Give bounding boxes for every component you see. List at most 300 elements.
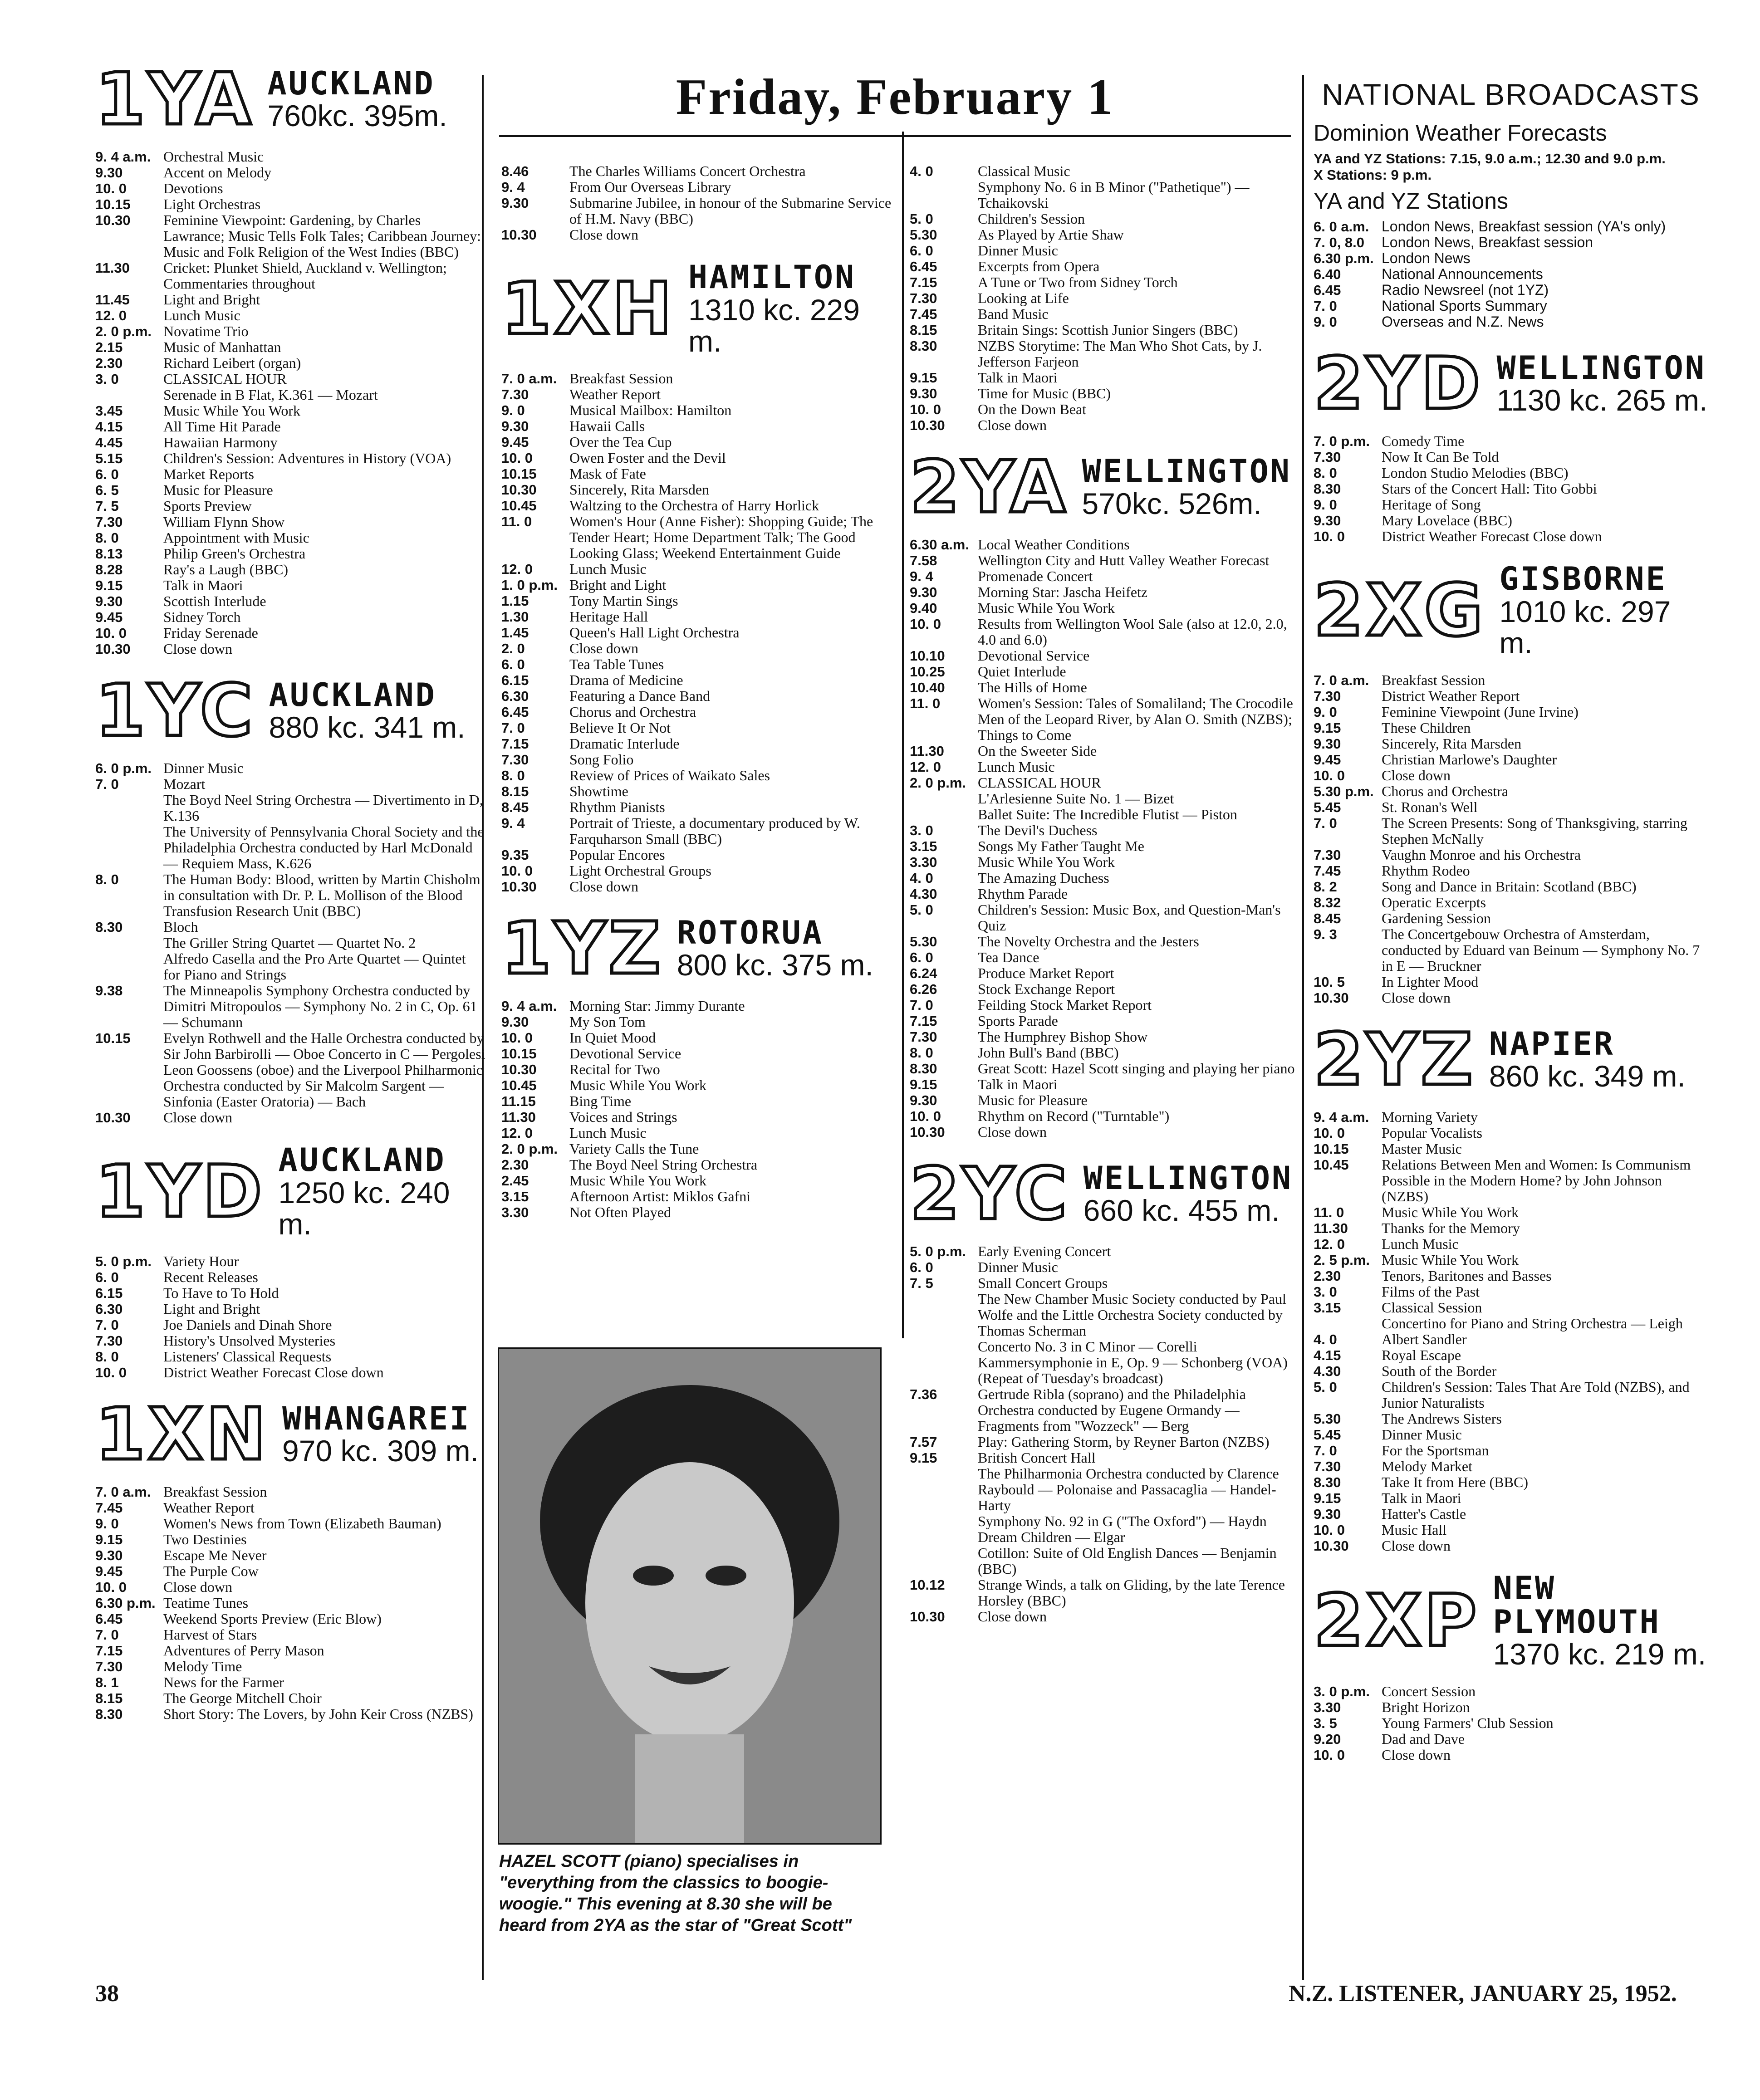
station-call-sign: 1YC [95,669,255,753]
programme-time: 9.40 [910,600,937,616]
programme-time: 9.30 [1314,1506,1341,1522]
programme-title: These Children [1382,720,1471,736]
programme-title: Talk in Maori [978,369,1058,386]
programme-title: Novatime Trio [163,323,249,339]
programme-time: 7. 0 a.m. [95,1484,151,1500]
programme-time [910,1466,978,1513]
programme-item [910,822,1298,838]
programme-list-1yz [501,998,896,1220]
programme-time: 10.12 [910,1577,945,1593]
programme-item [1314,219,1708,235]
programme-item [910,965,1298,981]
programme-time: 7.30 [1314,1459,1341,1475]
programme-time: 10.30 [95,641,131,657]
programme-item [910,1545,1298,1577]
station-header-2ya [910,445,1298,529]
programme-time: 8.45 [1314,910,1341,927]
programme-time: 8.13 [95,546,123,562]
programme-time: 1.30 [501,609,529,625]
programme-title: Portrait of Trieste, a documentary produced by W. Farquharson Small (BBC) [569,815,860,847]
programme-title: Philip Green's Orchestra [163,545,306,562]
programme-title: Featuring a Dance Band [569,688,711,705]
programme-item [95,339,485,355]
programme-item [95,1611,485,1627]
programme-title: CLASSICAL HOUR [978,774,1101,791]
programme-time: 10.30 [95,212,131,228]
programme-item [1314,1684,1708,1699]
page-number: 38 [95,1981,119,2007]
programme-item [501,1077,896,1093]
programme-item [910,1450,1298,1466]
programme-title: Overseas and N.Z. News [1382,313,1544,330]
programme-time: 6. 0 [910,1259,933,1275]
programme-title: London News, Breakfast session (YA's only) [1382,218,1666,235]
programme-time [1314,1316,1382,1331]
programme-time: 10. 0 [1314,1522,1345,1538]
programme-time: 9. 0 [1314,314,1337,330]
programme-time: 6.45 [95,1611,123,1627]
programme-item [95,1547,485,1563]
programme-title: Lunch Music [1382,1236,1459,1253]
programme-time: 9.30 [910,584,937,600]
programme-time: 7. 0 [95,776,119,792]
programme-title: St. Ronan's Well [1382,799,1478,816]
programme-time: 12. 0 [910,759,941,775]
programme-time: 4.45 [95,435,123,450]
programme-time: 8.30 [95,919,123,935]
programme-title: Believe It Or Not [569,720,671,736]
programme-item [1314,481,1708,497]
programme-title: Music While You Work [569,1172,707,1189]
programme-time: 9.30 [1314,736,1341,752]
programme-time: 11.30 [95,260,130,276]
programme-time: 10. 0 [501,1030,533,1046]
programme-title: Children's Session: Tales That Are Told (NZBS), and Junior Naturalists [1382,1379,1690,1411]
programme-title: Looking at Life [978,290,1069,306]
programme-title: Great Scott: Hazel Scott singing and playing her piano [978,1060,1295,1077]
programme-item [910,584,1298,600]
programme-item [501,783,896,799]
programme-title: Showtime [569,783,628,800]
programme-item [501,418,896,434]
programme-time: 10.30 [501,1062,537,1078]
programme-time: 2.30 [1314,1268,1341,1284]
programme-time [95,1062,163,1110]
programme-list-2ya [910,537,1298,1140]
programme-title: Bloch [163,919,198,935]
programme-item [501,879,896,895]
programme-time: 5. 0 [910,211,933,227]
programme-time: 9.30 [95,165,123,181]
photo-caption: HAZEL SCOTT (piano) specialises in "everything from the classics to boogie-woogie." This evening at 8.30 she will be heard from 2YA as the star of "Great Scott" [499,1852,852,1935]
programme-time: 2. 0 [501,641,525,657]
programme-item [910,1124,1298,1140]
programme-title: Music While You Work [1382,1204,1519,1221]
programme-item [95,983,485,1030]
programme-title: Lunch Music [569,1125,647,1141]
programme-time: 11.15 [501,1093,536,1110]
programme-title: Albert Sandler [1382,1331,1467,1348]
programme-time: 7.30 [1314,449,1341,465]
programme-time: 9. 0 [501,402,525,419]
programme-time: 6. 0 [910,950,933,965]
programme-title: Rhythm Rodeo [1382,862,1470,879]
programme-time: 9.30 [501,195,529,211]
programme-time: 6.24 [910,965,937,981]
programme-item [95,1253,485,1269]
programme-time [910,1291,978,1339]
programme-title: Close down [1382,1747,1451,1763]
programme-time: 7.15 [910,1013,937,1029]
programme-item [95,530,485,546]
programme-time: 6.30 a.m. [910,537,969,553]
programme-time: 10.15 [501,466,537,482]
programme-item [1314,847,1708,863]
programme-title: Serenade in B Flat, K.361 — Mozart [163,387,378,403]
programme-item [1314,1459,1708,1474]
programme-item [501,561,896,577]
programme-title: Dinner Music [1382,1426,1462,1443]
programme-title: Dad and Dave [1382,1731,1465,1748]
programme-item [1314,1204,1708,1220]
programme-item [95,1317,485,1333]
programme-item [1314,672,1708,688]
programme-title: Joe Daniels and Dinah Shore [163,1317,332,1333]
station-header-1yc [95,669,485,753]
programme-item [910,553,1298,568]
programme-time [910,1545,978,1577]
programme-item [501,752,896,768]
programme-time: 2. 0 p.m. [95,323,152,339]
programme-time: 10.45 [501,498,537,514]
programme-time: 2. 0 p.m. [910,775,966,791]
programme-title: Over the Tea Cup [569,434,672,450]
programme-time: 10.10 [910,648,945,664]
programme-time: 10. 0 [1314,529,1345,544]
programme-item [910,1013,1298,1029]
programme-title: Results from Wellington Wool Sale (also at 12.0, 2.0, 4.0 and 6.0) [978,616,1287,648]
programme-title: Cricket: Plunket Shield, Auckland v. Wellington; Commentaries throughout [163,259,447,292]
programme-time: 11. 0 [501,514,532,530]
programme-item [501,1141,896,1157]
programme-item [95,1285,485,1301]
programme-time: 7.15 [910,274,937,290]
programme-title: London News [1382,250,1471,266]
programme-time: 6. 0 p.m. [95,760,152,776]
programme-time: 7.30 [1314,847,1341,863]
programme-item [95,1674,485,1690]
station-city: NAPIER [1489,1025,1615,1062]
programme-time: 10. 0 [95,1365,127,1381]
programme-item [910,870,1298,886]
programme-item [501,227,896,243]
programme-item [95,260,485,292]
programme-item [95,951,485,983]
programme-item [501,641,896,656]
station-frequency: 1010 kc. 297 m. [1499,594,1671,660]
programme-title: Vaughn Monroe and his Orchestra [1382,847,1581,863]
programme-time: 7. 0 [1314,298,1337,314]
programme-list-1xn [95,1484,485,1722]
programme-item [910,306,1298,322]
station-city: HAMILTON [688,259,856,296]
station-header-1ya [95,58,485,141]
programme-title: Close down [978,417,1047,433]
programme-title: Song and Dance in Britain: Scotland (BBC) [1382,878,1637,895]
programme-time: 7. 5 [910,1275,933,1291]
programme-title: Concertino for Piano and String Orchestra — Leigh [1382,1315,1683,1332]
programme-time: 12. 0 [501,561,533,578]
programme-time [910,1339,978,1355]
programme-time: 7.30 [501,752,529,768]
station-call-sign: 1YD [95,1150,265,1234]
programme-item [1314,1284,1708,1300]
portrait-photo [498,1347,882,1845]
programme-item [1314,282,1708,298]
programme-title: From Our Overseas Library [569,179,731,195]
programme-time: 7.45 [95,1500,123,1516]
station-frequency: 1370 kc. 219 m. [1493,1637,1706,1671]
programme-item [501,609,896,625]
programme-title: The Amazing Duchess [978,870,1109,886]
programme-time: 7.57 [910,1434,937,1450]
programme-item [1314,974,1708,990]
programme-title: The Hills of Home [978,679,1087,695]
programme-item [95,181,485,196]
programme-title: The Devil's Duchess [978,822,1098,838]
programme-time: 11. 0 [910,695,941,711]
programme-title: Music of Manhattan [163,339,281,355]
programme-item [95,387,485,403]
programme-title: National Sports Summary [1382,298,1547,314]
programme-item [95,419,485,435]
programme-time: 10. 0 [95,181,127,196]
column-1 [95,54,485,1722]
programme-title: Bing Time [569,1093,632,1110]
programme-time: 3.30 [501,1204,529,1221]
programme-time: 3. 0 [1314,1284,1337,1300]
programme-item [910,211,1298,227]
station-call-sign: 1XN [95,1393,269,1477]
programme-title: Popular Encores [569,847,665,863]
programme-item [910,537,1298,553]
programme-title: Variety Calls the Tune [569,1141,699,1157]
programme-item [1314,704,1708,720]
programme-time [910,791,978,807]
programme-time: 12. 0 [501,1125,533,1141]
programme-item [501,688,896,704]
programme-item [1314,1236,1708,1252]
programme-title: Excerpts from Opera [978,258,1100,274]
programme-title: Dinner Music [163,760,244,776]
programme-item [501,1046,896,1062]
programme-time: 11.45 [95,292,130,308]
programme-title: Women's Session: Tales of Somaliland; The Crocodile Men of the Leopard River, by Alan O. Smith (NZBS); Things to Come [978,695,1293,743]
programme-time: 9.45 [95,609,123,625]
programme-time: 8. 0 [501,768,525,784]
programme-title: Morning Star: Jascha Heifetz [978,584,1148,600]
programme-item [1314,1300,1708,1316]
programme-time: 7.30 [95,514,123,530]
programme-time: 10.45 [1314,1157,1349,1173]
programme-item [95,1643,485,1659]
programme-item [501,1125,896,1141]
programme-item [95,776,485,792]
programme-title: Tenors, Baritones and Basses [1382,1268,1552,1284]
programme-title: In Lighter Mood [1382,974,1479,990]
programme-list-2yd [1314,433,1708,544]
programme-title: Music for Pleasure [163,482,273,498]
programme-item [501,1030,896,1046]
programme-title: Talk in Maori [163,577,243,593]
programme-time [95,824,163,871]
programme-title: Symphony No. 92 in G ("The Oxford") — Haydn [978,1513,1267,1529]
programme-item [95,292,485,308]
programme-item [910,1061,1298,1077]
programme-title: Symphony No. 6 in B Minor ("Pathetique") — Tchaikovski [978,179,1250,211]
programme-item [910,886,1298,902]
programme-title: London Studio Melodies (BBC) [1382,465,1569,481]
programme-item [95,1484,485,1500]
programme-time: 3. 5 [1314,1715,1337,1732]
programme-item [910,807,1298,822]
programme-title: Devotional Service [569,1045,681,1062]
programme-time: 8.45 [501,799,529,816]
weather-line: X Stations: 9 p.m. [1314,167,1432,183]
programme-time: 10.30 [1314,990,1349,1006]
programme-time: 7. 5 [95,498,119,514]
programme-item [95,1532,485,1547]
programme-time: 7.30 [1314,688,1341,705]
programme-title: In Quiet Mood [569,1029,656,1046]
programme-item [1314,752,1708,768]
programme-title: Early Evening Concert [978,1243,1111,1259]
programme-title: News for the Farmer [163,1674,284,1691]
programme-item [910,1386,1298,1434]
programme-title: Bright and Light [569,577,667,593]
programme-item [95,1500,485,1516]
programme-time: 8. 0 [910,1045,933,1061]
station-call-sign: 2YA [910,445,1069,529]
programme-item [501,1014,896,1030]
programme-item [1314,1379,1708,1411]
programme-item [95,514,485,530]
programme-title: Dream Children — Elgar [978,1529,1125,1545]
programme-item [1314,1427,1708,1443]
programme-item [501,672,896,688]
programme-item [95,593,485,609]
programme-time: 3.30 [1314,1699,1341,1716]
station-frequency: 970 kc. 309 m. [282,1434,479,1468]
programme-title: Close down [569,226,638,243]
programme-item [1314,449,1708,465]
programme-item [910,417,1298,433]
programme-title: Light and Bright [163,291,260,308]
station-city: AUCKLAND [267,64,435,102]
programme-item [1314,1316,1708,1331]
programme-time: 2.15 [95,339,123,355]
programme-time: 8.30 [910,1061,937,1077]
programme-item [910,1077,1298,1092]
programme-item [910,259,1298,274]
title-rule [499,135,1291,137]
programme-item [1314,314,1708,330]
programme-title: Short Story: The Lovers, by John Keir Cross (NZBS) [163,1706,473,1723]
programme-item [95,625,485,641]
programme-time: 5.30 [910,227,937,243]
programme-time [910,1371,978,1386]
programme-item [95,1062,485,1110]
programme-title: Band Music [978,306,1049,322]
programme-time: 9. 0 [1314,497,1337,513]
programme-item [1314,513,1708,529]
programme-time: 10. 0 [95,625,127,641]
programme-title: Feminine Viewpoint (June Irvine) [1382,704,1579,720]
programme-item [501,815,896,847]
programme-title: Song Folio [569,751,634,768]
programme-title: Weather Report [569,386,661,403]
station-city: NEW PLYMOUTH [1493,1570,1661,1640]
programme-time: 8.15 [95,1690,123,1707]
programme-item [501,466,896,482]
programme-item [1314,1331,1708,1347]
programme-title: Music for Pleasure [978,1092,1088,1108]
programme-title: Talk in Maori [1382,1490,1461,1507]
programme-title: Orchestral Music [163,148,264,165]
programme-item [1314,266,1708,282]
programme-item [501,593,896,609]
programme-item [501,1189,896,1204]
programme-item [501,736,896,752]
programme-item [910,1609,1298,1625]
programme-title: Sports Preview [163,498,252,514]
programme-time: 9.20 [1314,1731,1341,1748]
station-city: AUCKLAND [278,1141,446,1179]
programme-item [95,1595,485,1611]
programme-time: 5.30 [910,934,937,950]
programme-time: 2. 0 p.m. [501,1141,558,1157]
programme-item [95,165,485,181]
programme-item [1314,1506,1708,1522]
programme-time: 6.30 [501,688,529,705]
programme-time: 8. 0 [95,1349,119,1365]
programme-item [501,1173,896,1189]
programme-title: Gardening Session [1382,910,1491,927]
programme-title: Breakfast Session [569,370,673,387]
programme-item [1314,1474,1708,1490]
programme-time: 7.30 [95,1333,123,1349]
programme-time: 9.35 [501,847,529,863]
programme-title: Radio Newsreel (not 1YZ) [1382,282,1549,298]
programme-item [910,1466,1298,1513]
programme-time: 4. 0 [910,163,933,179]
programme-time: 4. 0 [1314,1331,1337,1348]
programme-item [910,680,1298,695]
programme-title: Wellington City and Hutt Valley Weather Forecast [978,552,1270,568]
programme-item [910,775,1298,791]
programme-time: 7. 0 p.m. [1314,433,1370,449]
programme-item [910,1513,1298,1529]
programme-item [910,743,1298,759]
programme-title: Chorus and Orchestra [1382,783,1509,800]
programme-title: Scottish Interlude [163,593,266,609]
programme-time: 11.30 [501,1109,536,1126]
programme-list-1xh [501,371,896,895]
programme-time: 9. 0 [1314,704,1337,720]
programme-time: 5. 0 p.m. [95,1253,152,1270]
programme-item [1314,1268,1708,1284]
programme-title: Hawaiian Harmony [163,434,278,450]
